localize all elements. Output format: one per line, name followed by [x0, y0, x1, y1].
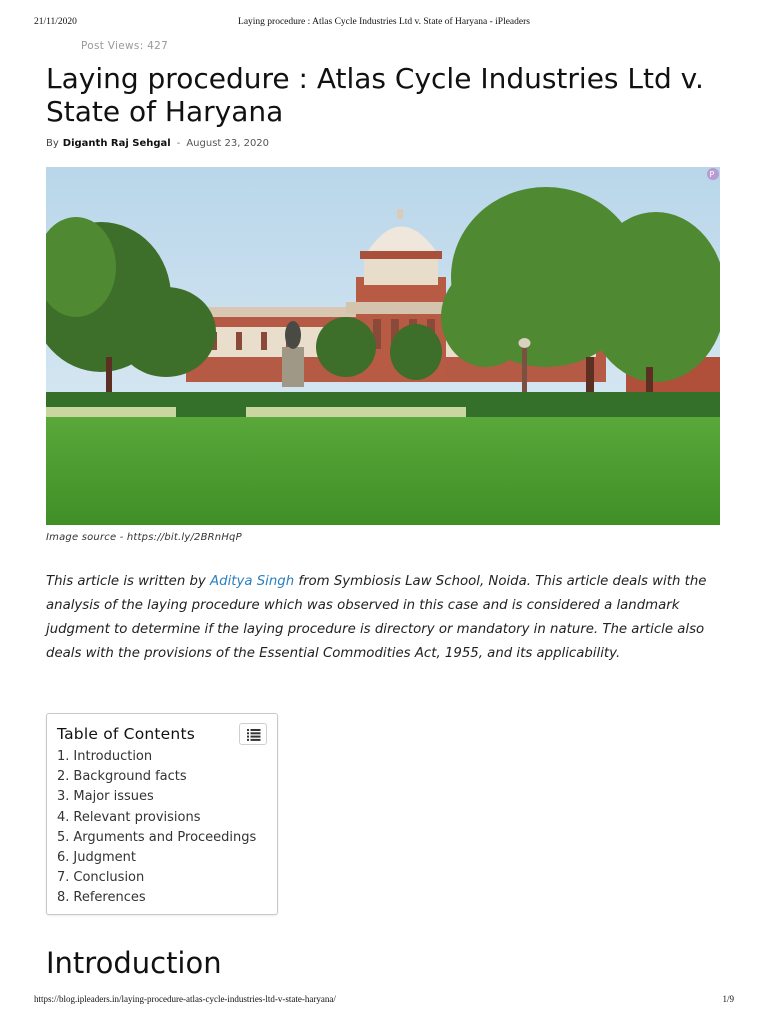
supreme-court-illustration — [46, 167, 720, 525]
svg-text:P: P — [709, 170, 715, 179]
toc-item[interactable]: 5. Arguments and Proceedings — [57, 829, 257, 845]
post-views-count: Post Views: 427 — [81, 40, 169, 52]
toc-item[interactable]: 7. Conclusion — [57, 870, 145, 886]
toc-item[interactable]: 1. Introduction — [57, 749, 153, 764]
by-label: By — [46, 138, 59, 149]
intro-text-before: This article is written by — [46, 574, 211, 589]
list-toggle-icon — [247, 729, 261, 741]
author-profile-link[interactable]: Aditya Singh — [210, 574, 295, 589]
print-page-title: Laying procedure : Atlas Cycle Industries Ltd v. State of Haryana - iPleaders — [238, 17, 530, 27]
article-title: Laying procedure : Atlas Cycle Industries Ltd v. State of Haryana — [46, 62, 704, 128]
byline-separator: - — [176, 138, 181, 149]
article-hero-image — [46, 167, 720, 525]
print-url: https://blog.ipleaders.in/laying-procedure-atlas-cycle-industries-ltd-v-state-haryana/ — [34, 994, 336, 1004]
toc-toggle-button[interactable] — [239, 723, 267, 745]
toc-item[interactable]: 2. Background facts — [57, 769, 187, 785]
toc-item[interactable]: 6. Judgment — [57, 850, 136, 866]
page-number: 1/9 — [722, 994, 734, 1004]
toc-list — [57, 747, 256, 909]
byline — [46, 138, 269, 149]
toc-item[interactable]: 3. Major issues — [57, 789, 154, 805]
print-footer — [34, 994, 734, 1008]
intro-text-after: from Symbiosis Law School, Noida. This article deals with the analysis of the laying procedure which was observed in this case and is considered a landmark judgment to determine if the laying procedure is directory or mandatory in nature. The article also deals with the provisions of the Essential Commodities Act, 1955, and its applicability. — [46, 574, 707, 661]
section-heading-introduction: Introduction — [46, 946, 222, 980]
print-header — [34, 17, 734, 31]
toc-item[interactable]: 4. Relevant provisions — [57, 809, 201, 825]
toc-title: Table of Contents — [57, 725, 195, 743]
publish-date: August 23, 2020 — [186, 138, 270, 149]
toc-item[interactable]: 8. References — [57, 890, 146, 906]
intro-paragraph — [46, 570, 736, 666]
table-of-contents — [46, 713, 278, 915]
image-caption: Image source - https://bit.ly/2BRnHqP — [46, 532, 242, 543]
print-date: 21/11/2020 — [34, 17, 77, 27]
author-link[interactable]: Diganth Raj Sehgal — [62, 138, 171, 149]
